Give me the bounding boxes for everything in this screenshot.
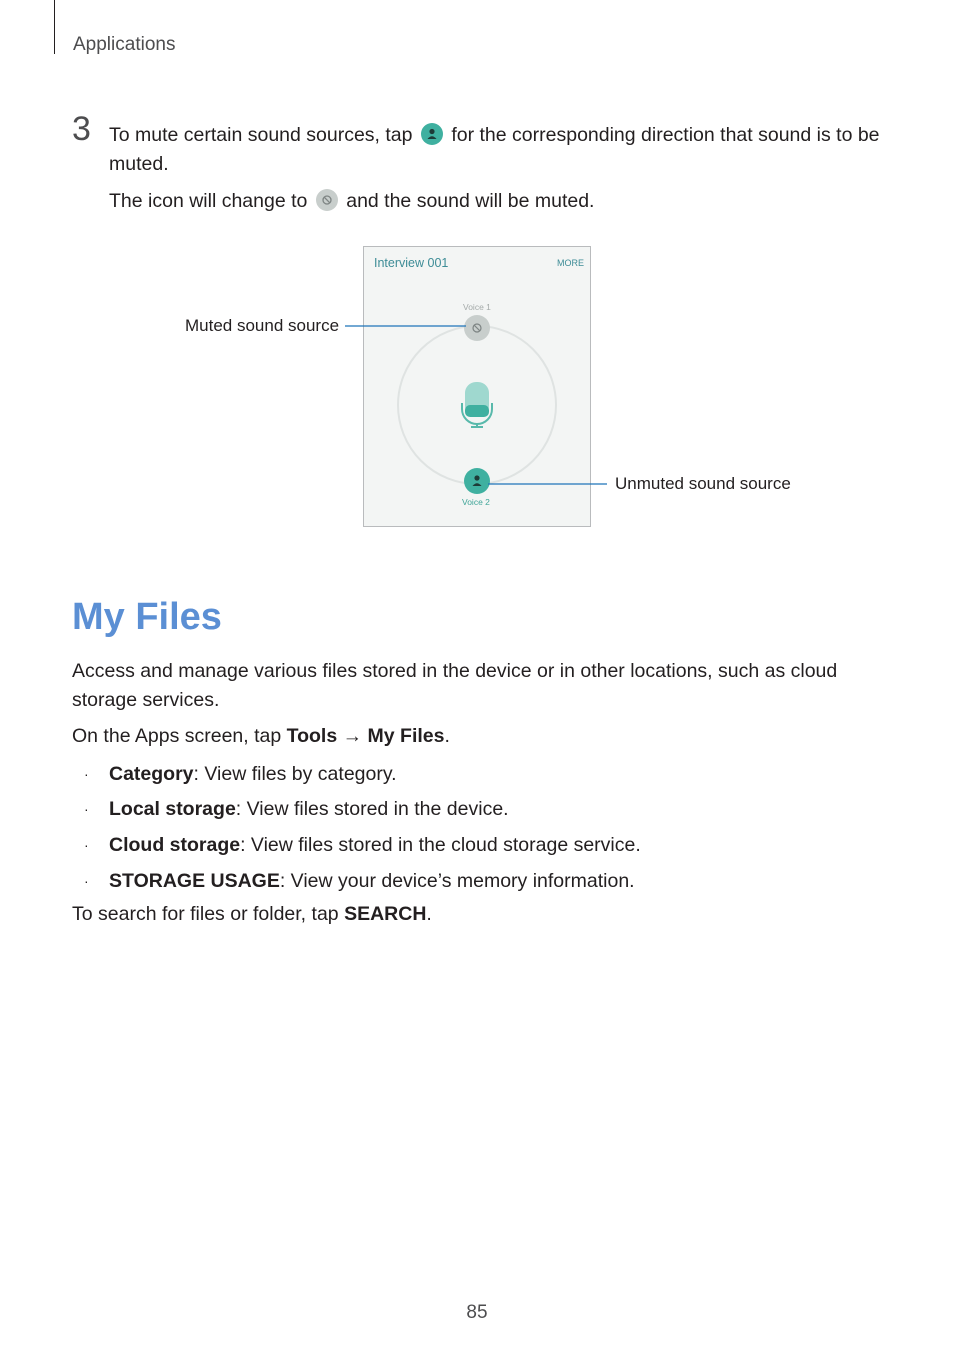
bullet-dot: · [84, 873, 89, 889]
step-result-after: and the sound will be muted. [346, 190, 595, 212]
step-text-before: To mute certain sound sources, tap [109, 124, 413, 146]
search-instruction [72, 900, 852, 929]
tools-term: Tools [286, 725, 338, 747]
apps-instruction [72, 722, 852, 751]
list-item [72, 795, 852, 824]
section-intro: Access and manage various files stored in the device or in other locations, such as cloud storage services. [72, 660, 838, 711]
bullet-term: Cloud storage [109, 834, 241, 856]
step-number: 3 [72, 110, 91, 148]
callout-unmuted: Unmuted sound source [615, 474, 791, 493]
search-term: SEARCH [344, 903, 427, 925]
voice-1-label: Voice 1 [463, 302, 491, 312]
search-before: To search for files or folder, tap [72, 903, 339, 925]
bullet-dot: · [84, 837, 89, 853]
callout-lines [0, 0, 954, 560]
search-end: . [426, 903, 432, 925]
step-result-before: The icon will change to [109, 190, 308, 212]
section-title: My Files [72, 596, 222, 638]
bullet-term: Category [109, 763, 194, 785]
bullet-term: STORAGE USAGE [109, 870, 280, 892]
list-item [72, 831, 852, 860]
bullet-dot: · [84, 766, 89, 782]
step-text-after: for the corresponding direction that sound is to be muted. [109, 124, 880, 175]
arrow: → [342, 725, 363, 747]
bullet-desc: : View your device’s memory information. [279, 870, 635, 892]
bullet-dot: · [84, 801, 89, 817]
voice-2-label: Voice 2 [462, 497, 490, 507]
apps-before: On the Apps screen, tap [72, 725, 282, 747]
list-item [72, 760, 852, 789]
bullet-term: Local storage [109, 798, 236, 820]
myfiles-term: My Files [367, 725, 445, 747]
callout-muted: Muted sound source [185, 316, 340, 335]
more-button[interactable]: MORE [557, 258, 584, 268]
bullet-desc: : View files stored in the device. [235, 798, 509, 820]
list-item [72, 867, 852, 896]
apps-end: . [444, 725, 450, 747]
bullet-desc: : View files by category. [193, 763, 397, 785]
section-label: Applications [73, 34, 176, 55]
page-number: 85 [466, 1302, 488, 1323]
recording-title: Interview 001 [374, 256, 449, 270]
bullet-desc: : View files stored in the cloud storage service. [240, 834, 641, 856]
